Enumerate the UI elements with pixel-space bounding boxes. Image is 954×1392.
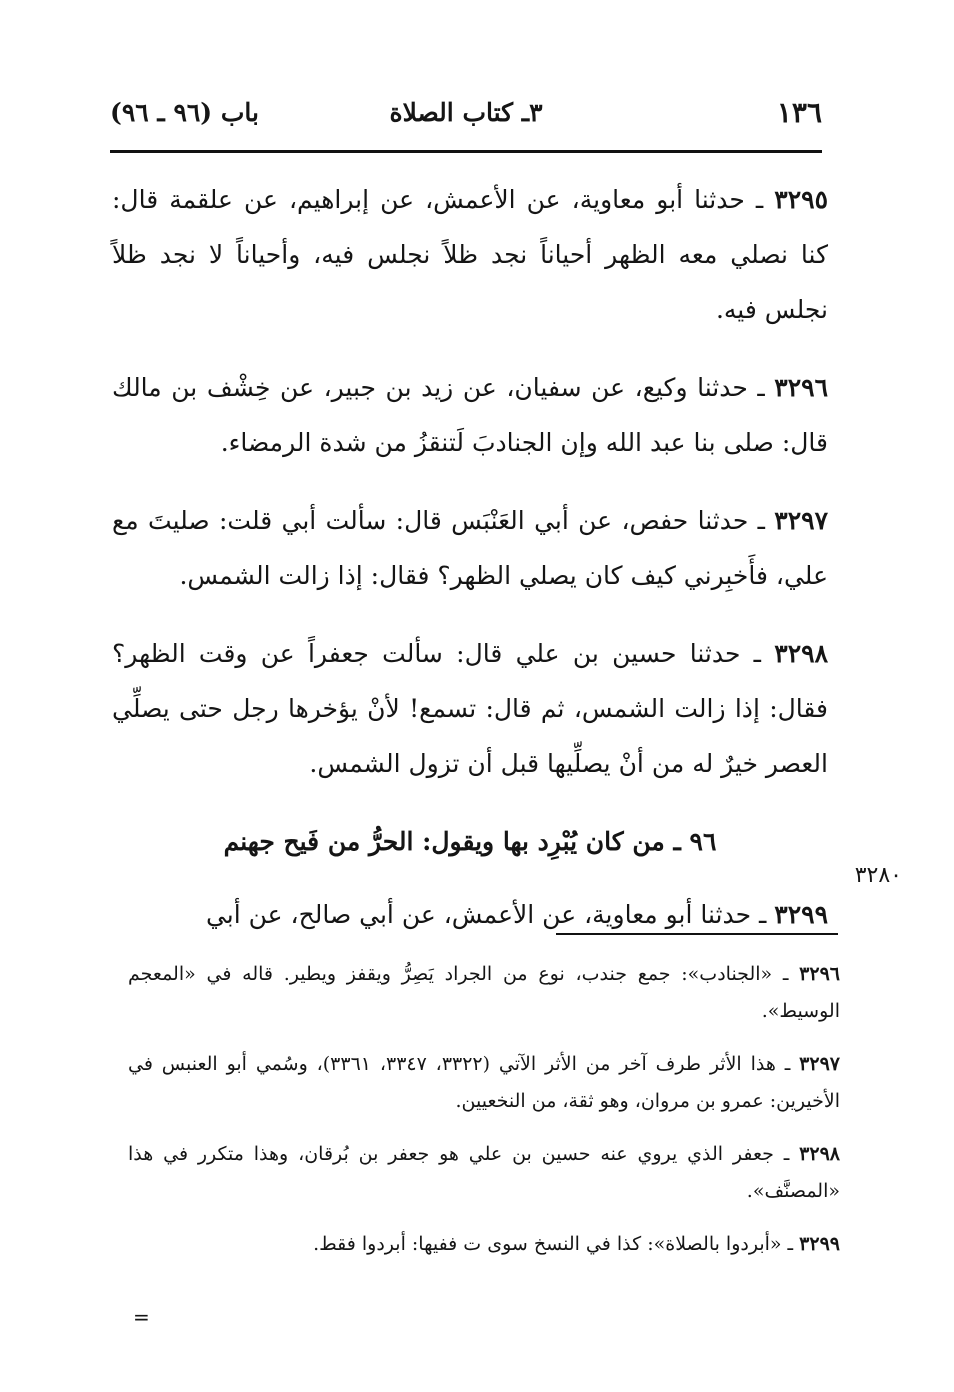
- footnote-number: ٣٢٩٩: [799, 1233, 840, 1255]
- hadith-text: ـ حدثنا وكيع، عن سفيان، عن زيد بن جبير، عن خِشْف بن مالك قال: صلى بنا عبد الله وإن الجنادبَ لَتنقزُ من شدة الرمضاء.: [112, 373, 828, 457]
- footnotes: [128, 956, 840, 1279]
- chapter-range: باب (٩٦ ـ ٩٦): [110, 98, 259, 127]
- hadith-number: ٣٢٩٩: [774, 900, 828, 929]
- hadith-number: ٣٢٩٨: [774, 639, 828, 668]
- footnote-number: ٣٢٩٦: [799, 963, 840, 985]
- footnote: [128, 1226, 840, 1263]
- continuation-mark: =: [133, 1305, 150, 1329]
- hadith-paragraph: [112, 360, 828, 470]
- footnote-rule: [556, 933, 838, 935]
- hadith-number: ٣٢٩٥: [774, 185, 828, 214]
- footnote-text: ـ «الجنادب»: جمع جندب، نوع من الجراد يَصِرُّ ويقفز ويطير. قاله في «المعجم الوسيط».: [128, 963, 840, 1022]
- hadith-number: ٣٢٩٦: [774, 373, 828, 402]
- hadith-text: ـ حدثنا حفص، عن أبي العَنْبَس قال: سألت أبي قلت: صليتَ مع علي، فأَخبِرني كيف كان يصلي الظهر؟ فقال: إذا زالت الشمس.: [112, 506, 828, 590]
- hadith-paragraph: [112, 493, 828, 603]
- footnote-number: ٣٢٩٨: [799, 1143, 840, 1165]
- footnote-text: ـ جعفر الذي يروي عنه حسين بن علي هو جعفر بن بُرقان، وهذا متكرر في هذا «المصنَّف».: [128, 1143, 840, 1202]
- footnote: [128, 956, 840, 1030]
- running-head: [110, 96, 822, 142]
- main-text: [112, 172, 828, 965]
- hadith-paragraph: [112, 626, 828, 791]
- footnote-number: ٣٢٩٧: [799, 1053, 840, 1075]
- footnote: [128, 1136, 840, 1210]
- hadith-number: ٣٢٩٧: [774, 506, 828, 535]
- header-rule: [110, 150, 822, 153]
- hadith-paragraph: [112, 172, 828, 337]
- book-title: ٣ـ كتاب الصلاة: [389, 98, 543, 127]
- hadith-text: ـ حدثنا حسين بن علي قال: سألت جعفراً عن وقت الظهر؟ فقال: إذا زالت الشمس، ثم قال: تسمع! لأنْ يؤخرها رجل حتى يصلِّي العصر خيرٌ له من أنْ يصلِّيها قبل أن تزول الشمس.: [112, 639, 828, 778]
- chapter-heading: ٩٦ ـ من كان يُبْرِد بها ويقول: الحرُّ من فَيح جهنم: [223, 827, 717, 856]
- footnote-text: ـ «أبردوا بالصلاة»: كذا في النسخ سوى ت ففيها: أبردوا فقط.: [313, 1233, 800, 1255]
- margin-reference-number: ٣٢٨٠: [854, 863, 902, 888]
- hadith-text: ـ حدثنا أبو معاوية، عن الأعمش، عن إبراهيم، عن علقمة قال: كنا نصلي معه الظهر أحياناً نجد ظلاً نجلس فيه، وأحياناً لا نجد ظلاً نجلس فيه.: [112, 185, 828, 324]
- page-number: ١٣٦: [776, 96, 822, 129]
- hadith-text: ـ حدثنا أبو معاوية، عن الأعمش، عن أبي صالح، عن أبي: [205, 900, 775, 929]
- footnote: [128, 1046, 840, 1120]
- footnote-text: ـ هذا الأثر طرف آخر من الأثر الآتي (٣٣٢٢، ٣٣٤٧، ٣٣٦١)، وسُمي أبو العنبس في الأخيرين: عمرو بن مروان، وهو ثقة، من النخعيين.: [128, 1053, 840, 1112]
